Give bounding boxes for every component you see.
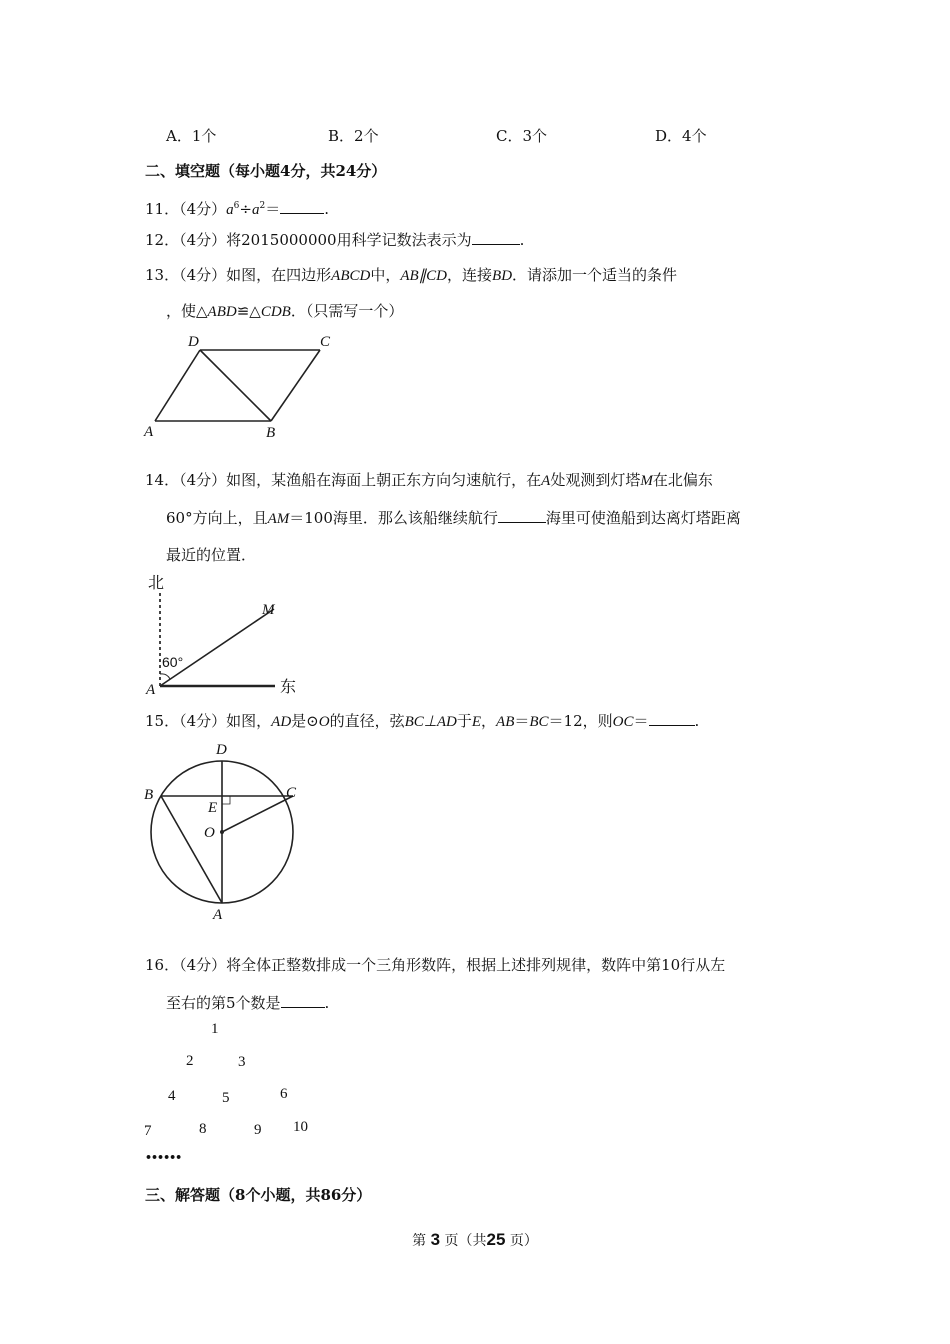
question-11: 11．（4分）$a^6\div a^2=$ .: [145, 200, 329, 218]
option-b: B．2个: [328, 127, 379, 145]
question-14-line3: 最近的位置．: [166, 546, 257, 564]
page-footer: 第 3 页（共25 页）: [412, 1230, 538, 1249]
north-label: 北: [148, 573, 165, 592]
q13-parallelogram-figure: [140, 330, 340, 440]
label-b: B: [144, 787, 154, 803]
answer-blank[interactable]: [649, 711, 695, 726]
array-number: 7: [144, 1123, 152, 1139]
label-o: O: [204, 825, 215, 841]
array-number: 8: [199, 1121, 207, 1137]
array-number: 9: [254, 1122, 262, 1138]
array-number: 4: [168, 1088, 176, 1104]
array-number: 2: [186, 1053, 194, 1069]
option-d: D．4个: [655, 127, 707, 145]
array-number: 3: [238, 1054, 246, 1070]
section2-title: 二、填空题（每小题4分，共24分）: [145, 162, 387, 180]
array-number: 6: [280, 1086, 288, 1102]
label-c: C: [286, 785, 297, 801]
option-a: A．1个: [166, 127, 217, 145]
label-d: D: [216, 742, 227, 758]
label-d: D: [188, 334, 199, 350]
question-15: 15．（4分）如图，AD是⊙O的直径，弦BC⊥AD于E，AB＝BC＝12，则OC＝ .: [145, 712, 700, 730]
question-14-line2: 60°方向上，且AM＝100海里．那么该船继续航行 海里可使渔船到达离灯塔距离: [166, 509, 741, 527]
array-ellipsis: ••••••: [145, 1151, 182, 1164]
array-number: 5: [222, 1090, 230, 1106]
label-c: C: [320, 334, 331, 350]
label-a: A: [144, 424, 154, 440]
answer-blank[interactable]: [281, 993, 325, 1008]
question-13: 13．（4分）如图，在四边形ABCD中，AB∥CD，连接BD．请添加一个适当的条件: [145, 266, 678, 284]
q15-circle-figure: [140, 740, 320, 923]
option-c: C．3个: [496, 127, 548, 145]
section3-title: 三、解答题（8个小题，共86分）: [145, 1186, 372, 1204]
label-a: A: [146, 682, 156, 698]
question-14: 14．（4分）如图，某渔船在海面上朝正东方向匀速航行，在A处观测到灯塔M在北偏东: [145, 471, 713, 489]
east-label: 东: [280, 677, 297, 696]
label-e: E: [208, 800, 218, 816]
question-12: 12．（4分）将2015000000用科学记数法表示为 .: [145, 231, 525, 249]
q14-bearing-figure: [140, 570, 310, 700]
question-16: 16．（4分）将全体正整数排成一个三角形数阵，根据上述排列规律，数阵中第10行从左: [145, 956, 726, 974]
answer-blank[interactable]: [498, 508, 546, 523]
array-number: 10: [293, 1119, 308, 1135]
label-m: M: [262, 602, 275, 618]
answer-blank[interactable]: [472, 230, 520, 245]
angle-label: 60°: [162, 654, 184, 670]
label-b: B: [266, 425, 276, 441]
answer-blank[interactable]: [280, 199, 324, 214]
question-13-line2: ，使△ABD≌△CDB．（只需写一个）: [166, 302, 404, 320]
label-a: A: [213, 907, 223, 923]
question-16-line2: 至右的第5个数是 .: [166, 994, 330, 1012]
array-number: 1: [211, 1021, 219, 1037]
